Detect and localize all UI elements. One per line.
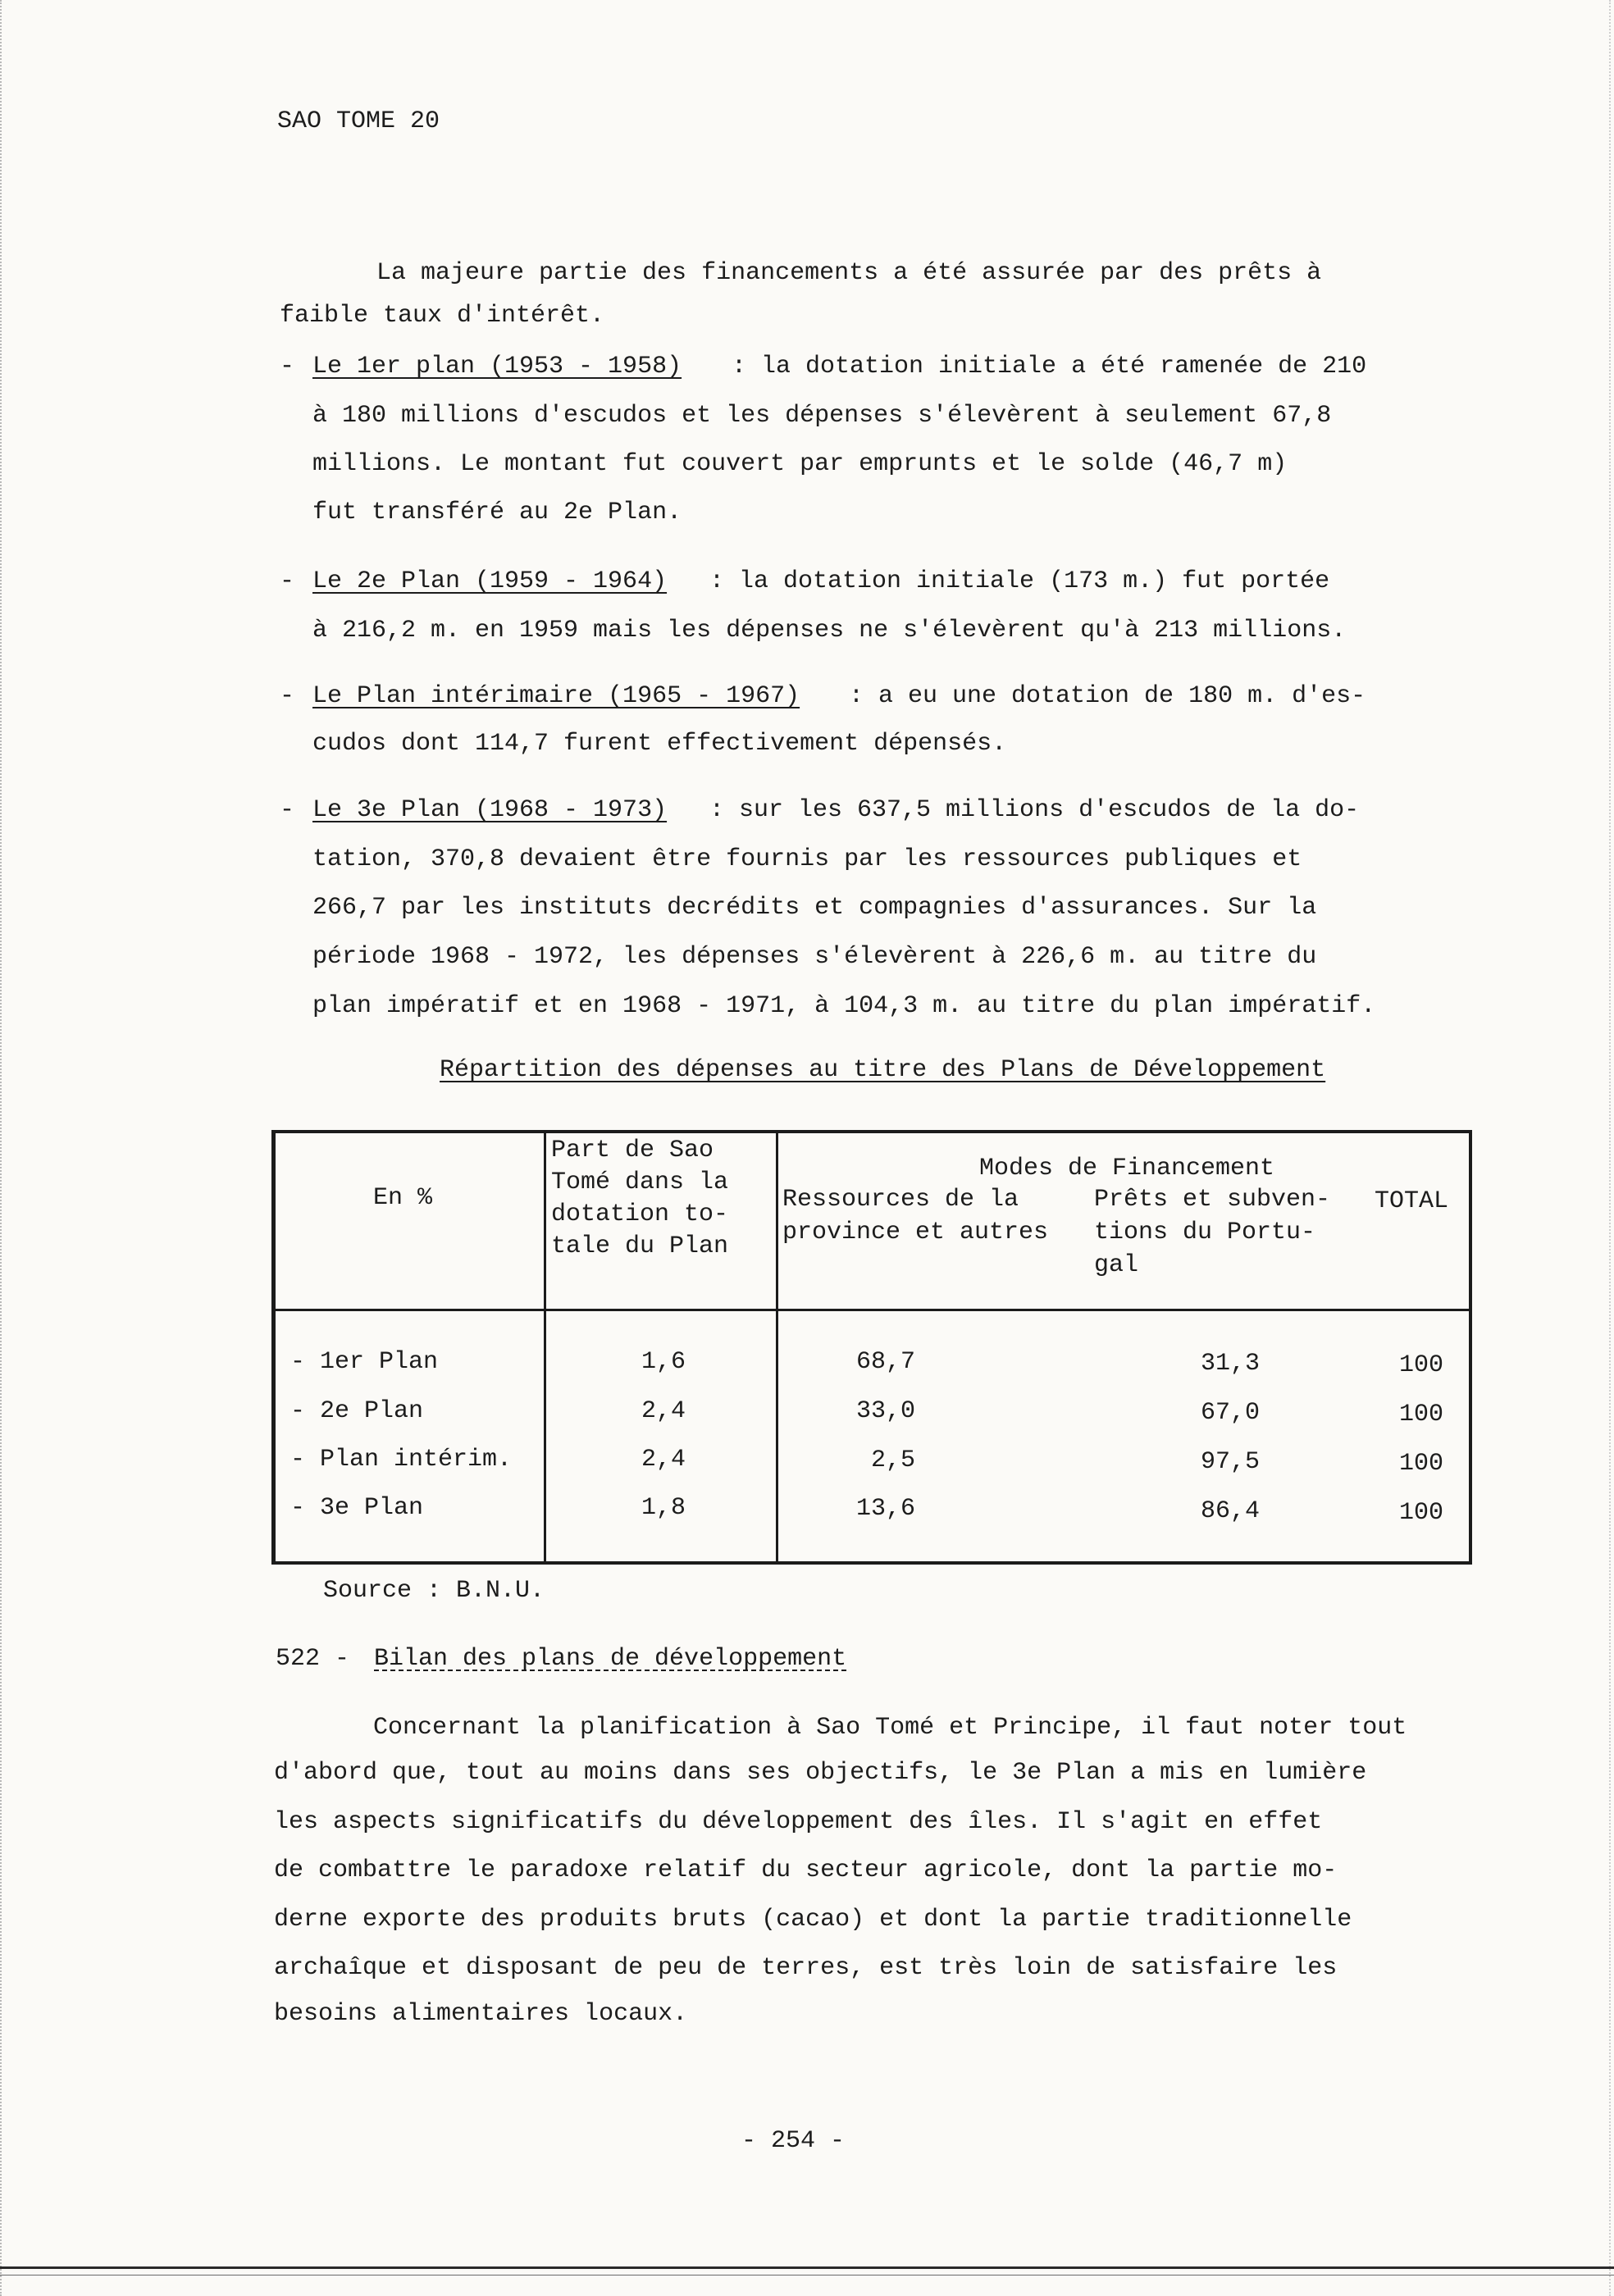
section-title: Bilan des plans de développement bbox=[374, 1645, 847, 1673]
row-label: - Plan intérim. bbox=[290, 1446, 513, 1474]
plan-text: à 180 millions d'escudos et les dépenses s'élevèrent à seulement 67,8 bbox=[312, 402, 1332, 430]
header-en-pct: En % bbox=[373, 1184, 433, 1212]
plan-title: Le Plan intérimaire (1965 - 1967) bbox=[312, 682, 800, 710]
table-source: Source : B.N.U. bbox=[323, 1577, 545, 1605]
cell-ressources: 68,7 bbox=[855, 1348, 915, 1376]
scan-right-edge bbox=[1609, 0, 1613, 2296]
list-dash: - bbox=[280, 796, 295, 824]
section-line: Concernant la planification à Sao Tomé et Principe, il faut noter tout bbox=[373, 1714, 1407, 1742]
cell-prets: 86,4 bbox=[1200, 1497, 1260, 1525]
header-prets-line: tions du Portu- bbox=[1094, 1219, 1316, 1246]
table-divider bbox=[776, 1130, 778, 1565]
plan-text: 266,7 par les instituts decrédits et compagnies d'assurances. Sur la bbox=[312, 894, 1317, 922]
cell-total: 100 bbox=[1398, 1450, 1443, 1478]
plan-title: Le 2e Plan (1959 - 1964) bbox=[312, 567, 668, 595]
header-prets-line: Prêts et subven- bbox=[1094, 1186, 1331, 1214]
cell-ressources: 33,0 bbox=[855, 1397, 915, 1425]
cell-ressources: 13,6 bbox=[855, 1495, 915, 1523]
plan-title: Le 3e Plan (1968 - 1973) bbox=[312, 796, 668, 824]
plan-title: Le 1er plan (1953 - 1958) bbox=[312, 353, 682, 380]
plan-text: fut transféré au 2e Plan. bbox=[312, 499, 682, 526]
footer-rule bbox=[0, 2275, 1614, 2276]
header-part-line: dotation to- bbox=[551, 1200, 729, 1228]
header-prets-line: gal bbox=[1094, 1251, 1139, 1279]
intro-line: La majeure partie des financements a été assurée par des prêts à bbox=[376, 259, 1322, 287]
cell-total: 100 bbox=[1398, 1351, 1443, 1379]
plan-text: : sur les 637,5 millions d'escudos de la do- bbox=[709, 796, 1360, 824]
cell-prets: 31,3 bbox=[1200, 1350, 1260, 1378]
plan-text: plan impératif et en 1968 - 1971, à 104,3 m. au titre du plan impératif. bbox=[312, 992, 1376, 1020]
section-line: archaîque et disposant de peu de terres, est très loin de satisfaire les bbox=[274, 1954, 1338, 1982]
header-modes-financement: Modes de Financement bbox=[979, 1155, 1275, 1182]
section-number: 522 - bbox=[276, 1645, 350, 1673]
cell-ressources: 2,5 bbox=[870, 1446, 915, 1474]
section-line: d'abord que, tout au moins dans ses objectifs, le 3e Plan a mis en lumière bbox=[274, 1759, 1367, 1787]
section-line: de combattre le paradoxe relatif du secteur agricole, dont la partie mo- bbox=[274, 1856, 1338, 1884]
plan-text: cudos dont 114,7 furent effectivement dépensés. bbox=[312, 730, 1007, 758]
scan-left-edge bbox=[0, 0, 4, 2296]
list-dash: - bbox=[280, 353, 295, 380]
header-ressources-line: province et autres bbox=[782, 1219, 1049, 1246]
header-part-line: Part de Sao bbox=[551, 1137, 714, 1164]
section-line: les aspects significatifs du développement des îles. Il s'agit en effet bbox=[274, 1808, 1323, 1836]
header-part-line: tale du Plan bbox=[551, 1232, 729, 1260]
cell-prets: 97,5 bbox=[1200, 1448, 1260, 1476]
list-dash: - bbox=[280, 682, 295, 710]
row-label: - 1er Plan bbox=[290, 1348, 439, 1376]
cell-total: 100 bbox=[1398, 1499, 1443, 1527]
cell-part: 2,4 bbox=[641, 1397, 686, 1425]
cell-prets: 67,0 bbox=[1200, 1399, 1260, 1427]
header-total: TOTAL bbox=[1375, 1187, 1449, 1215]
plan-text: : a eu une dotation de 180 m. d'es- bbox=[849, 682, 1366, 710]
intro-line: faible taux d'intérêt. bbox=[280, 302, 605, 330]
plan-text: à 216,2 m. en 1959 mais les dépenses ne s'élevèrent qu'à 213 millions. bbox=[312, 617, 1347, 645]
plan-text: : la dotation initiale (173 m.) fut portée bbox=[709, 567, 1330, 595]
plan-text: tation, 370,8 devaient être fournis par les ressources publiques et bbox=[312, 845, 1302, 873]
row-label: - 2e Plan bbox=[290, 1397, 424, 1425]
section-line: besoins alimentaires locaux. bbox=[274, 2000, 688, 2028]
cell-part: 1,8 bbox=[641, 1494, 686, 1522]
list-dash: - bbox=[280, 567, 295, 595]
plan-text: période 1968 - 1972, les dépenses s'élevèrent à 226,6 m. au titre du bbox=[312, 943, 1317, 971]
table-divider bbox=[544, 1130, 546, 1565]
footer-rule bbox=[0, 2266, 1614, 2269]
cell-total: 100 bbox=[1398, 1401, 1443, 1428]
header-ressources-line: Ressources de la bbox=[782, 1186, 1019, 1214]
table-caption: Répartition des dépenses au titre des Plans de Développement bbox=[440, 1056, 1326, 1084]
header-part-line: Tomé dans la bbox=[551, 1168, 729, 1196]
plan-text: : la dotation initiale a été ramenée de 210 bbox=[732, 353, 1367, 380]
section-line: derne exporte des produits bruts (cacao) et dont la partie traditionnelle bbox=[274, 1906, 1352, 1934]
table-header-divider bbox=[271, 1309, 1472, 1311]
row-label: - 3e Plan bbox=[290, 1494, 424, 1522]
plan-text: millions. Le montant fut couvert par emprunts et le solde (46,7 m) bbox=[312, 450, 1288, 478]
cell-part: 1,6 bbox=[641, 1348, 686, 1376]
page-number: - 254 - bbox=[741, 2127, 846, 2155]
cell-part: 2,4 bbox=[641, 1446, 686, 1474]
running-title: SAO TOME 20 bbox=[277, 107, 440, 135]
